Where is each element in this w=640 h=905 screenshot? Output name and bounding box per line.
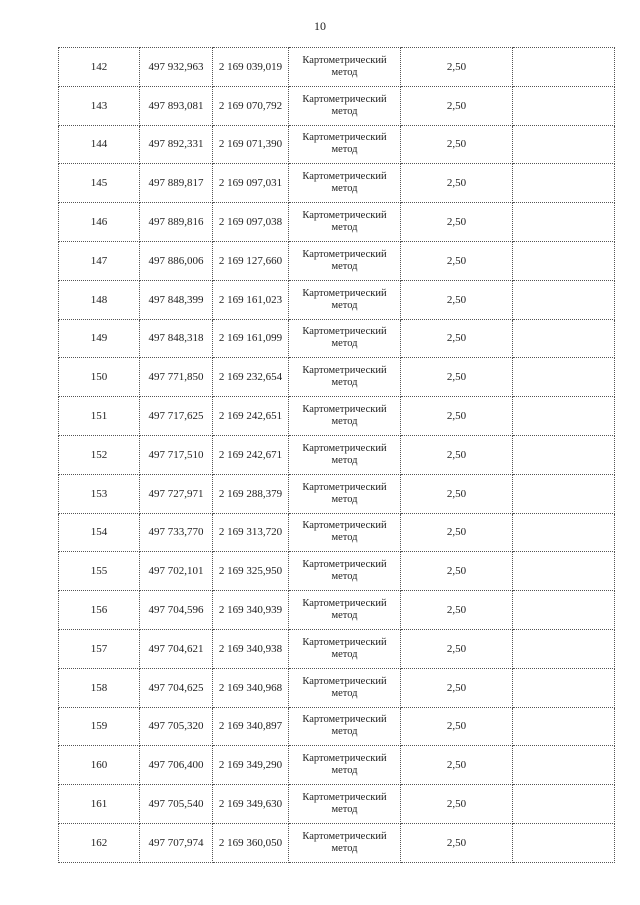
y-coordinate-cell: 2 169 232,654 (213, 358, 289, 397)
table-row (59, 474, 615, 513)
accuracy-cell: 2,50 (401, 86, 513, 125)
x-coordinate-cell: 497 705,540 (140, 785, 213, 824)
accuracy-cell: 2,50 (401, 513, 513, 552)
method-cell: Картометрический метод (289, 591, 401, 630)
method-cell: Картометрический метод (289, 474, 401, 513)
accuracy-cell: 2,50 (401, 435, 513, 474)
method-cell: Картометрический метод (289, 241, 401, 280)
x-coordinate-cell: 497 702,101 (140, 552, 213, 591)
point-number-cell: 160 (59, 746, 140, 785)
table-row (59, 358, 615, 397)
x-coordinate-cell: 497 704,625 (140, 668, 213, 707)
accuracy-cell: 2,50 (401, 358, 513, 397)
table-row (59, 513, 615, 552)
method-cell: Картометрический метод (289, 164, 401, 203)
y-coordinate-cell: 2 169 242,671 (213, 435, 289, 474)
note-cell (513, 707, 615, 746)
coordinates-table-body (59, 48, 615, 863)
accuracy-cell: 2,50 (401, 746, 513, 785)
y-coordinate-cell: 2 169 039,019 (213, 48, 289, 87)
point-number-cell: 159 (59, 707, 140, 746)
note-cell (513, 513, 615, 552)
point-number-cell: 162 (59, 823, 140, 862)
accuracy-cell: 2,50 (401, 474, 513, 513)
y-coordinate-cell: 2 169 097,038 (213, 203, 289, 242)
point-number-cell: 148 (59, 280, 140, 319)
table-row (59, 746, 615, 785)
x-coordinate-cell: 497 892,331 (140, 125, 213, 164)
y-coordinate-cell: 2 169 127,660 (213, 241, 289, 280)
note-cell (513, 435, 615, 474)
table-row (59, 435, 615, 474)
table-row (59, 125, 615, 164)
x-coordinate-cell: 497 704,621 (140, 629, 213, 668)
note-cell (513, 746, 615, 785)
accuracy-cell: 2,50 (401, 241, 513, 280)
point-number-cell: 145 (59, 164, 140, 203)
x-coordinate-cell: 497 717,625 (140, 397, 213, 436)
point-number-cell: 146 (59, 203, 140, 242)
accuracy-cell: 2,50 (401, 552, 513, 591)
note-cell (513, 358, 615, 397)
accuracy-cell: 2,50 (401, 203, 513, 242)
point-number-cell: 157 (59, 629, 140, 668)
accuracy-cell: 2,50 (401, 629, 513, 668)
point-number-cell: 152 (59, 435, 140, 474)
y-coordinate-cell: 2 169 161,023 (213, 280, 289, 319)
point-number-cell: 142 (59, 48, 140, 87)
y-coordinate-cell: 2 169 313,720 (213, 513, 289, 552)
table-row (59, 707, 615, 746)
method-cell: Картометрический метод (289, 319, 401, 358)
method-cell: Картометрический метод (289, 668, 401, 707)
y-coordinate-cell: 2 169 340,939 (213, 591, 289, 630)
x-coordinate-cell: 497 705,320 (140, 707, 213, 746)
point-number-cell: 155 (59, 552, 140, 591)
table-row (59, 164, 615, 203)
point-number-cell: 161 (59, 785, 140, 824)
note-cell (513, 241, 615, 280)
note-cell (513, 203, 615, 242)
table-row (59, 629, 615, 668)
y-coordinate-cell: 2 169 340,938 (213, 629, 289, 668)
y-coordinate-cell: 2 169 340,968 (213, 668, 289, 707)
method-cell: Картометрический метод (289, 707, 401, 746)
method-cell: Картометрический метод (289, 513, 401, 552)
point-number-cell: 150 (59, 358, 140, 397)
method-cell: Картометрический метод (289, 785, 401, 824)
method-cell: Картометрический метод (289, 823, 401, 862)
page-number: 10 (314, 19, 326, 33)
y-coordinate-cell: 2 169 360,050 (213, 823, 289, 862)
x-coordinate-cell: 497 727,971 (140, 474, 213, 513)
note-cell (513, 474, 615, 513)
table-row (59, 397, 615, 436)
point-number-cell: 147 (59, 241, 140, 280)
x-coordinate-cell: 497 771,850 (140, 358, 213, 397)
x-coordinate-cell: 497 889,816 (140, 203, 213, 242)
y-coordinate-cell: 2 169 161,099 (213, 319, 289, 358)
note-cell (513, 164, 615, 203)
x-coordinate-cell: 497 848,399 (140, 280, 213, 319)
point-number-cell: 154 (59, 513, 140, 552)
accuracy-cell: 2,50 (401, 823, 513, 862)
point-number-cell: 158 (59, 668, 140, 707)
table-row (59, 552, 615, 591)
table-row (59, 668, 615, 707)
note-cell (513, 552, 615, 591)
table-row (59, 280, 615, 319)
y-coordinate-cell: 2 169 340,897 (213, 707, 289, 746)
x-coordinate-cell: 497 717,510 (140, 435, 213, 474)
note-cell (513, 591, 615, 630)
note-cell (513, 86, 615, 125)
x-coordinate-cell: 497 932,963 (140, 48, 213, 87)
accuracy-cell: 2,50 (401, 397, 513, 436)
y-coordinate-cell: 2 169 325,950 (213, 552, 289, 591)
method-cell: Картометрический метод (289, 203, 401, 242)
method-cell: Картометрический метод (289, 746, 401, 785)
accuracy-cell: 2,50 (401, 319, 513, 358)
note-cell (513, 785, 615, 824)
accuracy-cell: 2,50 (401, 591, 513, 630)
point-number-cell: 151 (59, 397, 140, 436)
method-cell: Картометрический метод (289, 280, 401, 319)
method-cell: Картометрический метод (289, 358, 401, 397)
point-number-cell: 144 (59, 125, 140, 164)
y-coordinate-cell: 2 169 242,651 (213, 397, 289, 436)
accuracy-cell: 2,50 (401, 785, 513, 824)
note-cell (513, 823, 615, 862)
point-number-cell: 149 (59, 319, 140, 358)
table-row (59, 823, 615, 862)
accuracy-cell: 2,50 (401, 164, 513, 203)
note-cell (513, 48, 615, 87)
table-row (59, 203, 615, 242)
accuracy-cell: 2,50 (401, 125, 513, 164)
x-coordinate-cell: 497 707,974 (140, 823, 213, 862)
x-coordinate-cell: 497 886,006 (140, 241, 213, 280)
coordinates-table (58, 47, 615, 863)
note-cell (513, 319, 615, 358)
point-number-cell: 153 (59, 474, 140, 513)
table-row (59, 86, 615, 125)
note-cell (513, 668, 615, 707)
x-coordinate-cell: 497 733,770 (140, 513, 213, 552)
note-cell (513, 125, 615, 164)
point-number-cell: 143 (59, 86, 140, 125)
table-row (59, 241, 615, 280)
method-cell: Картометрический метод (289, 125, 401, 164)
accuracy-cell: 2,50 (401, 48, 513, 87)
note-cell (513, 629, 615, 668)
accuracy-cell: 2,50 (401, 707, 513, 746)
method-cell: Картометрический метод (289, 629, 401, 668)
method-cell: Картометрический метод (289, 435, 401, 474)
x-coordinate-cell: 497 848,318 (140, 319, 213, 358)
accuracy-cell: 2,50 (401, 280, 513, 319)
table-row (59, 319, 615, 358)
method-cell: Картометрический метод (289, 552, 401, 591)
method-cell: Картометрический метод (289, 397, 401, 436)
point-number-cell: 156 (59, 591, 140, 630)
y-coordinate-cell: 2 169 070,792 (213, 86, 289, 125)
table-row (59, 591, 615, 630)
x-coordinate-cell: 497 704,596 (140, 591, 213, 630)
note-cell (513, 397, 615, 436)
method-cell: Картометрический метод (289, 86, 401, 125)
table-row (59, 785, 615, 824)
y-coordinate-cell: 2 169 349,290 (213, 746, 289, 785)
method-cell: Картометрический метод (289, 48, 401, 87)
y-coordinate-cell: 2 169 349,630 (213, 785, 289, 824)
y-coordinate-cell: 2 169 071,390 (213, 125, 289, 164)
x-coordinate-cell: 497 706,400 (140, 746, 213, 785)
x-coordinate-cell: 497 893,081 (140, 86, 213, 125)
table-row (59, 48, 615, 87)
x-coordinate-cell: 497 889,817 (140, 164, 213, 203)
y-coordinate-cell: 2 169 288,379 (213, 474, 289, 513)
y-coordinate-cell: 2 169 097,031 (213, 164, 289, 203)
note-cell (513, 280, 615, 319)
accuracy-cell: 2,50 (401, 668, 513, 707)
